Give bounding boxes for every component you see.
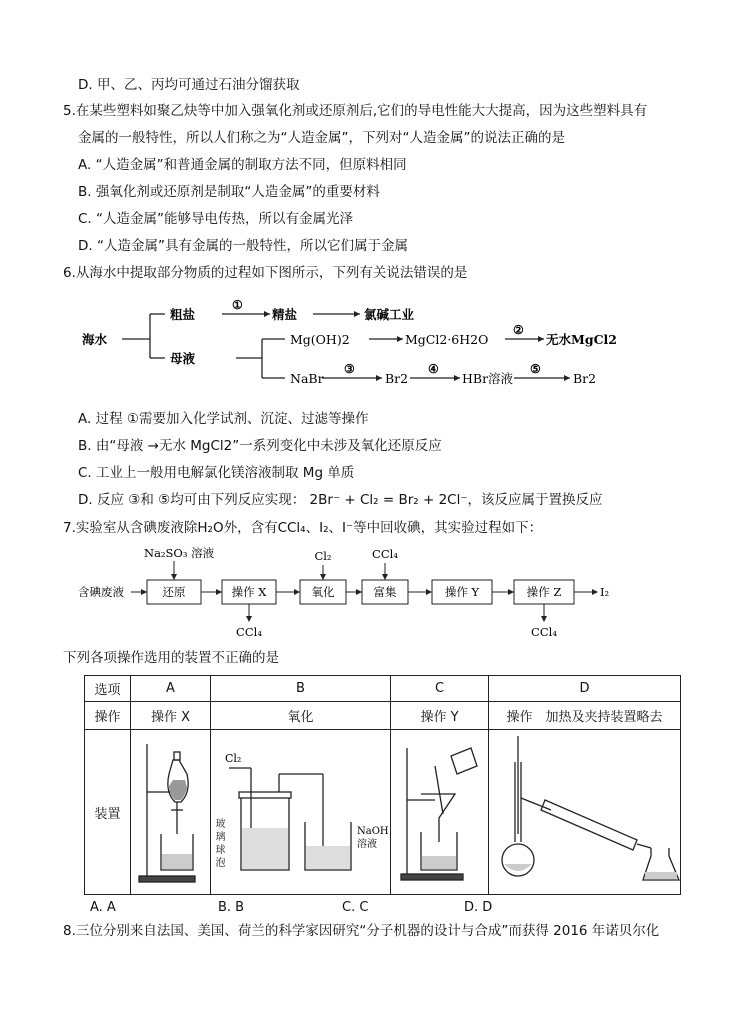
q7-op-x: 操作 X (231, 585, 267, 599)
q5-stem-line1: 5.在某些塑料如聚乙炔等中加入强氧化剂或还原剂后,它们的导电性能大大提高，因为这些塑料具有 (63, 103, 648, 119)
device-a (131, 730, 211, 895)
bulb-label: 玻璃球泡 (215, 819, 226, 869)
q5-option-d: D. “人造金属”具有金属的一般特性，所以它们属于金属 (78, 238, 408, 254)
naoh-label-1: NaOH (357, 826, 389, 837)
q6-option-b: B. 由“母液 →无水 MgCl2”一系列变化中未涉及氧化还原反应 (78, 438, 442, 454)
th-b: B (211, 676, 391, 702)
separatory-funnel-apparatus (131, 730, 211, 890)
th-d: D (489, 676, 681, 702)
row-device-label: 装置 (85, 730, 131, 895)
q7-question: 下列各项操作选用的装置不正确的是 (63, 650, 279, 666)
q7-stem: 7.实验室从含碘废液除H₂O外，含有CCl₄、I₂、I⁻等中回收碘，其实验过程如下： (63, 520, 543, 536)
q6-step2: ② (513, 323, 524, 337)
q7-op-y: 操作 Y (444, 585, 480, 599)
q7-option-table (84, 675, 681, 895)
q7-na2so3: Na₂SO₃ 溶液 (144, 546, 215, 560)
q4-option-d: D. 甲、乙、丙均可通过石油分馏获取 (78, 77, 300, 93)
q7-ccl4-in: CCl₄ (372, 547, 398, 561)
q6-step4: ④ (428, 362, 439, 376)
q5-option-b: B. 强氧化剂或还原剂是制取“人造金属”的重要材料 (78, 184, 380, 200)
device-d (489, 730, 681, 895)
q6-mgoh2: Mg(OH)2 (290, 332, 350, 347)
q7-op-z: 操作 Z (526, 585, 562, 599)
answer-d: D. D (464, 900, 493, 915)
q6-chlor-alkali: 氯碱工业 (364, 307, 415, 322)
q6-step1: ① (232, 298, 243, 312)
q6-mother-liquor: 母液 (170, 351, 196, 366)
q6-step5: ⑤ (530, 362, 541, 376)
q7-ccl4-out2: CCl₄ (531, 625, 557, 639)
q5-stem-line2: 金属的一般特性，所以人们称之为“人造金属”，下列对“人造金属”的说法正确的是 (78, 130, 565, 146)
answer-a: A. A (90, 900, 116, 915)
cl2-label: Cl₂ (225, 752, 242, 765)
th-option: 选项 (85, 676, 131, 702)
answer-c: C. C (342, 900, 369, 915)
q6-br2-a: Br2 (385, 371, 409, 386)
q5-option-a: A. “人造金属”和普通金属的制取方法不同，但原料相同 (78, 157, 407, 173)
device-b (211, 730, 391, 895)
op-d: 操作 加热及夹持装置略去 (489, 702, 681, 730)
answer-b: B. B (218, 900, 245, 915)
op-a: 操作 X (131, 702, 211, 730)
th-c: C (391, 676, 489, 702)
q7-enrich: 富集 (373, 585, 397, 599)
q5-option-c: C. “人造金属”能够导电传热，所以有金属光泽 (78, 211, 353, 227)
op-c: 操作 Y (391, 702, 489, 730)
q7-ccl4-out1: CCl₄ (236, 625, 262, 639)
q6-option-a: A. 过程 ①需要加入化学试剂、沉淀、过滤等操作 (78, 411, 369, 427)
distillation-apparatus (489, 730, 681, 890)
q6-nabr: NaBr (290, 371, 324, 386)
q7-start: 含碘废液 (78, 585, 124, 599)
q6-option-d: D. 反应 ③和 ⑤均可由下列反应实现： 2Br⁻ + Cl₂ = Br₂ + 2Cl⁻，该反应属于置换反应 (78, 492, 603, 508)
q6-option-c: C. 工业上一般用电解氯化镁溶液制取 Mg 单质 (78, 465, 355, 481)
q7-oxidize: 氧化 (311, 585, 335, 599)
device-c (391, 730, 489, 895)
op-b: 氧化 (211, 702, 391, 730)
q7-i2: I₂ (600, 585, 610, 599)
naoh-label-2: 溶液 (357, 839, 377, 850)
th-a: A (131, 676, 211, 702)
q6-stem: 6.从海水中提取部分物质的过程如下图所示，下列有关说法错误的是 (63, 265, 468, 281)
q6-step3: ③ (344, 362, 355, 376)
q6-br2-b: Br2 (573, 371, 597, 386)
q6-seawater: 海水 (82, 332, 108, 347)
q6-refined-salt: 精盐 (272, 307, 298, 322)
gas-washing-apparatus (211, 730, 391, 890)
row-operation-label: 操作 (85, 702, 131, 730)
q6-mgcl2-hydrate: MgCl2·6H2O (405, 332, 489, 347)
q6-crude-salt: 粗盐 (170, 307, 196, 322)
filtration-apparatus (391, 730, 489, 890)
q6-hbr: HBr溶液 (462, 371, 514, 386)
q7-reduce: 还原 (162, 585, 186, 599)
q6-anhydrous-mgcl2: 无水MgCl2 (546, 332, 617, 347)
q7-cl2: Cl₂ (314, 549, 332, 563)
q8-stem: 8.三位分别来自法国、美国、荷兰的科学家因研究“分子机器的设计与合成”而获得 2016 年诺贝尔化 (63, 923, 660, 939)
